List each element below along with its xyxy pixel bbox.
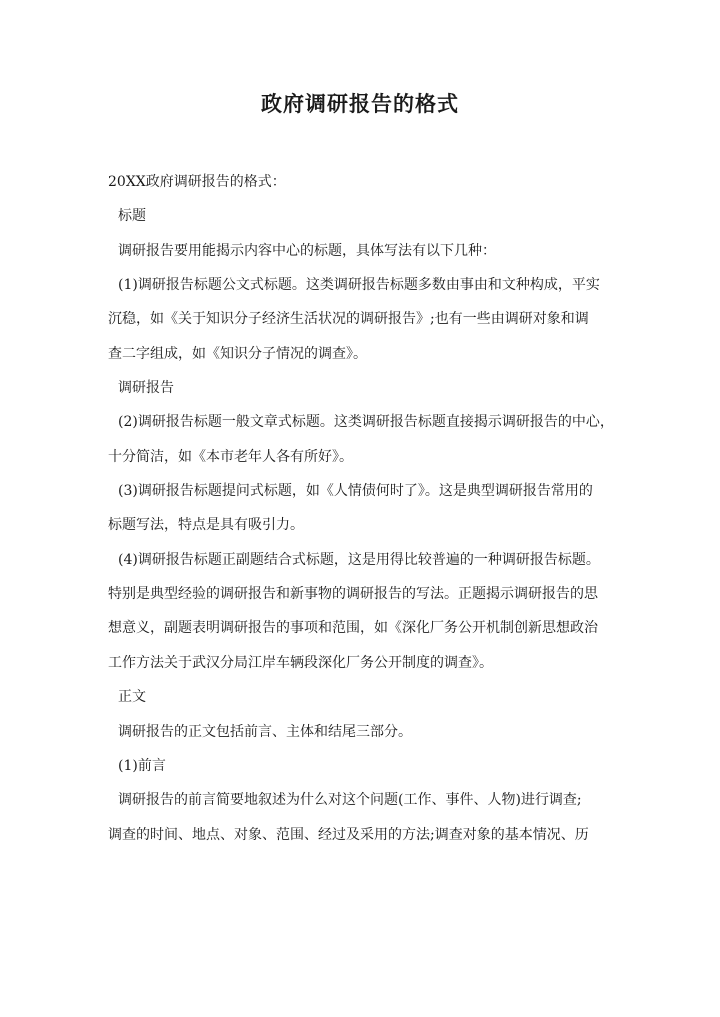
document-body: [108, 172, 620, 859]
paragraph-line: 特别是典型经验的调研报告和新事物的调研报告的写法。正题揭示调研报告的思: [108, 586, 598, 603]
paragraph-line: 调研报告的前言简要地叙述为什么对这个问题(工作、事件、人物)进行调查;: [118, 792, 582, 809]
page-title: 政府调研报告的格式: [261, 92, 459, 116]
paragraph-line: 标题写法，特点是具有吸引力。: [108, 517, 304, 534]
paragraph-line: (1)调研报告标题公文式标题。这类调研报告标题多数由事由和文种构成，平实: [118, 277, 600, 294]
paragraph-line: 调研报告的正文包括前言、主体和结尾三部分。: [118, 723, 412, 740]
paragraph-line: 正文: [118, 689, 146, 706]
paragraph-line: (3)调研报告标题提问式标题，如《人情债何时了》。这是典型调研报告常用的: [118, 483, 593, 500]
paragraph-line: 调研报告: [118, 380, 174, 397]
paragraph-line: 调查的时间、地点、对象、范围、经过及采用的方法;调查对象的基本情况、历: [108, 826, 589, 843]
paragraph-line: (4)调研报告标题正副题结合式标题，这是用得比较普遍的一种调研报告标题。: [118, 551, 600, 568]
paragraph-line: 标题: [118, 208, 146, 225]
paragraph-line: 调研报告要用能揭示内容中心的标题，具体写法有以下几种：: [118, 242, 496, 259]
paragraph-line: 想意义，副题表明调研报告的事项和范围，如《深化厂务公开机制创新思想政治: [108, 620, 598, 637]
paragraph-line: 查二字组成，如《知识分子情况的调查》。: [108, 345, 367, 362]
paragraph-line: (1)前言: [118, 757, 166, 774]
paragraph-line: 20XX政府调研报告的格式：: [108, 174, 286, 190]
paragraph-line: 工作方法关于武汉分局江岸车辆段深化厂务公开制度的调查》。: [108, 654, 493, 671]
paragraph-line: 十分简洁，如《本市老年人各有所好》。: [108, 448, 353, 465]
paragraph-line: 沉稳，如《关于知识分子经济生活状况的调研报告》;也有一些由调研对象和调: [108, 311, 589, 328]
paragraph-line: (2)调研报告标题一般文章式标题。这类调研报告标题直接揭示调研报告的中心，: [118, 414, 614, 431]
